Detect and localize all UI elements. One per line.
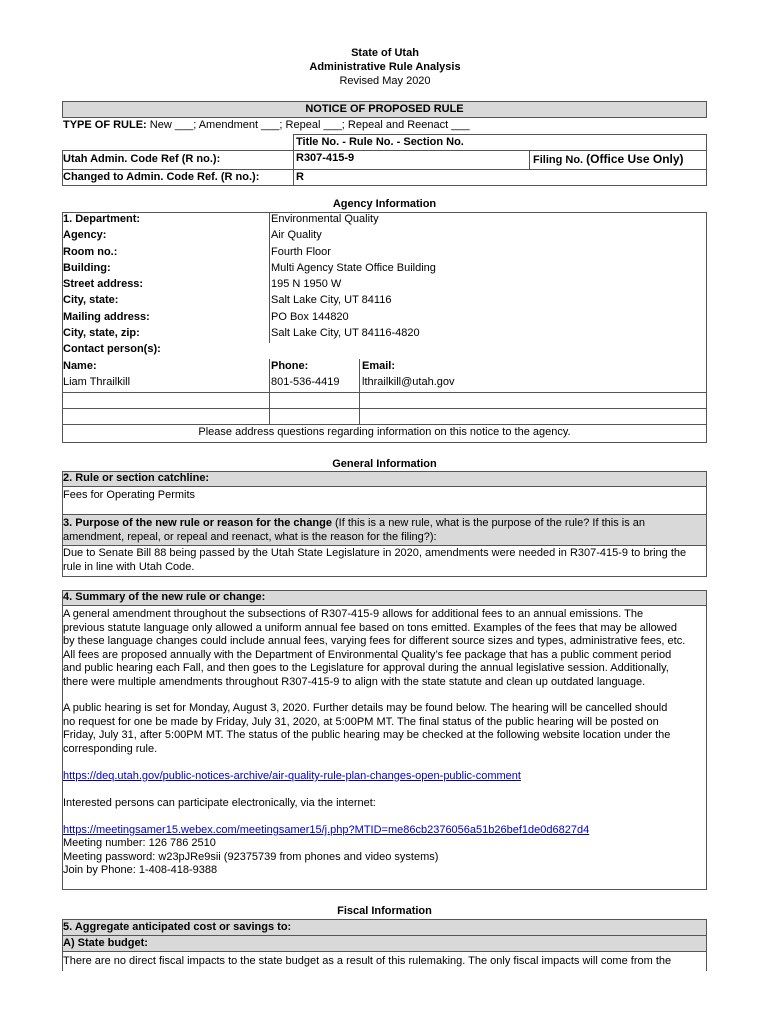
agency-value-2: Fourth Floor [271,246,331,258]
agency-label-0: 1. Department: [63,213,141,225]
state-budget-text: There are no direct fiscal impacts to the state budget as a result of this rulemaking. The only fiscal impacts will come from the [63,955,672,967]
changed-ref-value: R [296,171,304,183]
meeting-password: Meeting password: w23pJRe9sii (92375739 from phones and video systems) [63,851,439,863]
agency-value-1: Air Quality [271,229,322,241]
revised-date: Revised May 2020 [339,75,431,87]
public-notice-link-text[interactable]: https://deq.utah.gov/public-notices-archive/air-quality-rule-plan-changes-open-public-comment [63,770,521,782]
catchline-label: 2. Rule or section catchline: [63,472,210,484]
purpose-label: 3. Purpose of the new rule or reason for the change [63,517,332,529]
contact-email[interactable]: lthrailkill@utah.gov [362,376,455,388]
state-budget-label: A) State budget: [63,937,148,949]
agency-value-7: Salt Lake City, UT 84116-4820 [271,327,420,339]
agency-value-0: Environmental Quality [271,213,379,225]
filing-no [533,152,684,168]
agency-label-6: Mailing address: [63,311,150,323]
contact-phone: 801-536-4419 [271,376,340,388]
rule-type-label: TYPE OF RULE: [63,119,147,131]
changed-ref-label: Changed to Admin. Code Ref. (R no.): [63,171,260,183]
agency-label-2: Room no.: [63,246,118,258]
join-by-phone: Join by Phone: 1-408-418-9388 [63,864,218,876]
agency-section-title: Agency Information [332,198,437,210]
state-budget-header [62,935,707,952]
general-section-title: General Information [332,458,437,470]
notice-title-bar [62,101,707,118]
filing-no-note: (Office Use Only) [586,152,684,166]
agency-label-5: City, state: [63,294,119,306]
agency-value-3: Multi Agency State Office Building [271,262,436,274]
summary-paragraph-1: A general amendment throughout the subsections of R307-415-9 allows for additional fees to an annual emissions. The previous statute language only allowed a uniform annual fee based on tons emitted. Examples of the fees that may be allowed by these language changes could include annual fees, varying fees for different source sizes and types, administrative fees, etc. All fees are proposed annually with the Department of Environmental Quality’s fee package that has a public comment period and public hearing each Fall, and then goes to the Legislature for approval during the annual legislative session. Additionally, there were multiple amendments throughout R307-415-9 to align with the state statute and clean up outdated language. [63,608,686,688]
summary-paragraph-2: A public hearing is set for Monday, August 3, 2020. Further details may be found below. The hearing will be cancelled should no request for one be made by Friday, July 31, 2020, at 5:00PM MT. The final status of the public hearing will be posted on Friday, July 31, after 5:00PM MT. The status of the public hearing may be checked at the following website location under the corresponding rule. [63,702,671,755]
catchline-value: Fees for Operating Permits [63,489,196,501]
contact-name: Liam Thrailkill [63,376,131,388]
agency-label-3: Building: [63,262,111,274]
public-notice-link[interactable] [63,769,521,784]
aggregate-label: 5. Aggregate anticipated cost or savings to: [63,921,292,933]
code-ref-value: R307-415-9 [296,152,355,164]
contact-persons-label: Contact person(s): [63,343,161,355]
agency-label-7: City, state, zip: [63,327,140,339]
notice-title: NOTICE OF PROPOSED RULE [305,103,464,115]
agency-value-5: Salt Lake City, UT 84116 [271,294,392,306]
purpose-answer: Due to Senate Bill 88 being passed by the Utah State Legislature in 2020, amendments were needed in R307-415-9 to bring the rule in line with Utah Code. [63,547,687,573]
agency-label-4: Street address: [63,278,144,290]
purpose-question: 3. Purpose of the new rule or reason for the change (If this is a new rule, what is the purpose of the rule? If this is an amendment, repeal, or repeal and reenact, what is the reason for the filing?): [63,517,645,543]
document-title: Administrative Rule Analysis [309,61,461,73]
code-ref-label: Utah Admin. Code Ref (R no.): [63,153,221,165]
webex-link-text[interactable]: https://meetingsamer15.webex.com/meetingsamer15/j.php?MTID=me86cb2376056a51b26bef1de0d6827d4 [63,824,590,836]
fiscal-section-title: Fiscal Information [337,905,432,917]
agency-value-4: 195 N 1950 W [271,278,342,290]
electronic-participation-note: Interested persons can participate electronically, via the internet: [63,797,376,809]
rule-type-line [63,118,470,133]
agency-value-6: PO Box 144820 [271,311,349,323]
filing-no-label: Filing No. [533,154,584,166]
meeting-number: Meeting number: 126 786 2510 [63,837,216,849]
summary-label: 4. Summary of the new rule or change: [63,591,266,603]
state-heading: State of Utah [351,47,419,59]
title-no-label: Title No. - Rule No. - Section No. [296,136,464,148]
agency-footer-note: Please address questions regarding information on this notice to the agency. [198,426,571,438]
contact-phone-header: Phone: [271,360,309,372]
contact-name-header: Name: [63,360,97,372]
rule-type-options: New ___; Amendment ___; Repeal ___; Repeal and Reenact ___ [146,119,470,131]
contact-email-header: Email: [362,360,396,372]
agency-label-1: Agency: [63,229,107,241]
